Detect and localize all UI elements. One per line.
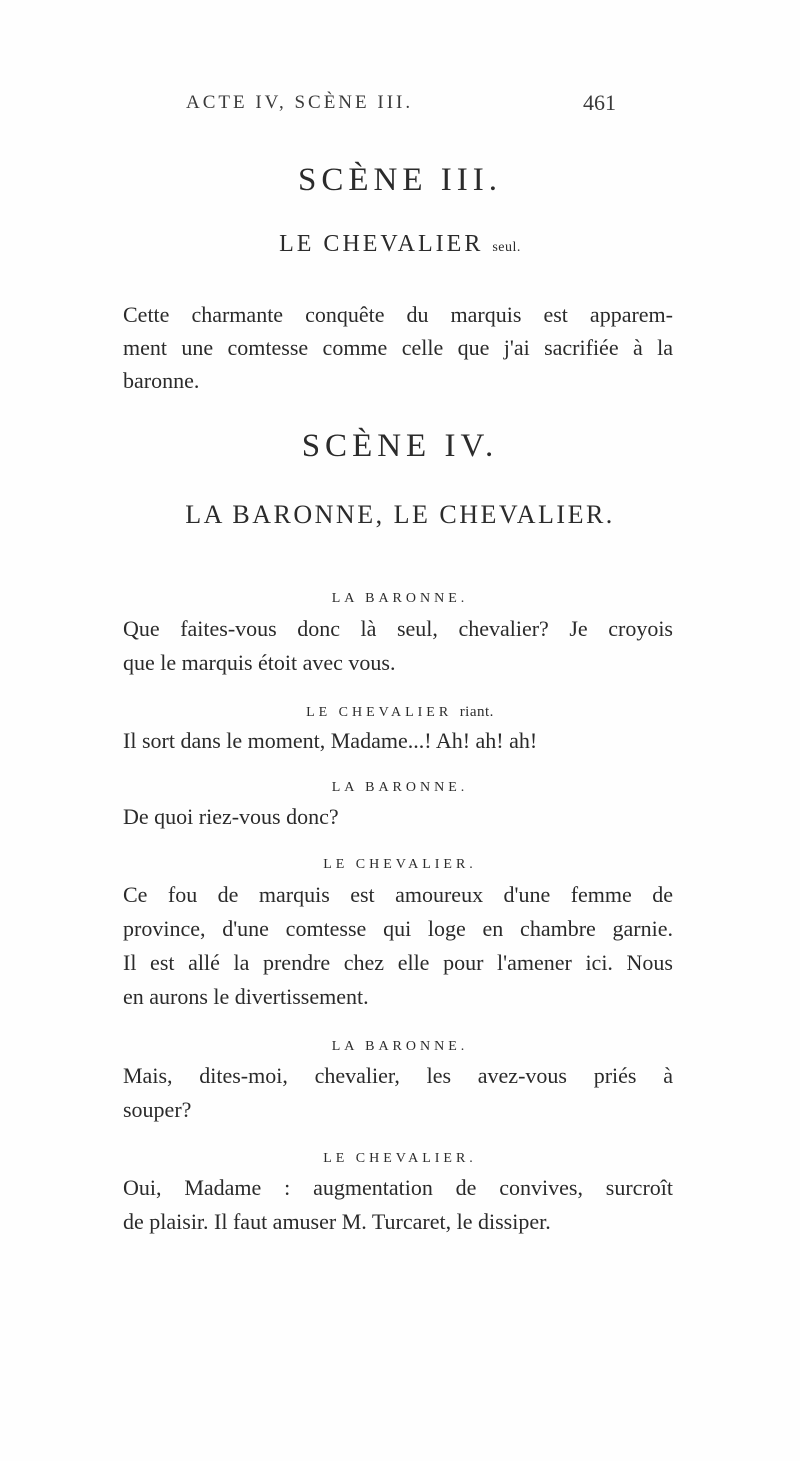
speaker-heading	[0, 1151, 800, 1167]
speaker-note: riant.	[459, 704, 494, 720]
speech-line: province, d'une comtesse qui loge en chambre garnie.	[123, 916, 673, 941]
scene-3-stage-direction	[0, 231, 800, 258]
scene-4-title: SCÈNE IV.	[301, 428, 499, 464]
scene-3-text-line: Cette charmante conquête du marquis est apparem-	[123, 302, 673, 327]
speech-line: de plaisir. Il faut amuser M. Turcaret, le dissiper.	[123, 1209, 551, 1234]
speaker-name: LE CHEVALIER.	[323, 1151, 477, 1166]
speaker-heading	[0, 591, 800, 607]
speech-line: Ce fou de marquis est amoureux d'une femme de	[123, 882, 673, 907]
scene-4-persons: LA BARONNE, LE CHEVALIER.	[185, 500, 615, 529]
speech-line: Il sort dans le moment, Madame...! Ah! ah! ah!	[123, 728, 538, 753]
speech-line: en aurons le divertissement.	[123, 984, 369, 1009]
speaker-heading	[0, 780, 800, 796]
scene-3-text-line: baronne.	[123, 368, 200, 393]
speaker-name: LA BARONNE.	[331, 591, 469, 606]
page-number: 461	[583, 90, 616, 115]
stage-direction-note: seul.	[492, 240, 521, 255]
speech-line: Oui, Madame : augmentation de convives, surcroît	[123, 1175, 673, 1200]
speaker-name: LE CHEVALIER	[306, 705, 453, 720]
speech-line: Il est allé la prendre chez elle pour l'amener ici. Nous	[123, 950, 673, 975]
speaker-heading	[0, 857, 800, 873]
speaker-heading	[0, 1039, 800, 1055]
speech-line: De quoi riez-vous donc?	[123, 804, 339, 829]
speaker-heading	[0, 704, 800, 721]
speech-line: Que faites-vous donc là seul, chevalier? Je croyois	[123, 616, 673, 641]
speech-line: que le marquis étoit avec vous.	[123, 650, 396, 675]
speaker-name: LA BARONNE.	[331, 1039, 469, 1054]
scene-3-title: SCÈNE III.	[298, 162, 502, 198]
speech-line: Mais, dites-moi, chevalier, les avez-vous priés à	[123, 1063, 673, 1088]
speaker-name: LA BARONNE.	[331, 780, 469, 795]
stage-direction-name: LE CHEVALIER	[279, 231, 484, 257]
running-head: ACTE IV, SCÈNE III.	[186, 92, 414, 113]
speech-line: souper?	[123, 1097, 192, 1122]
speaker-name: LE CHEVALIER.	[323, 857, 477, 872]
scene-3-text-line: ment une comtesse comme celle que j'ai sacrifiée à la	[123, 335, 673, 360]
